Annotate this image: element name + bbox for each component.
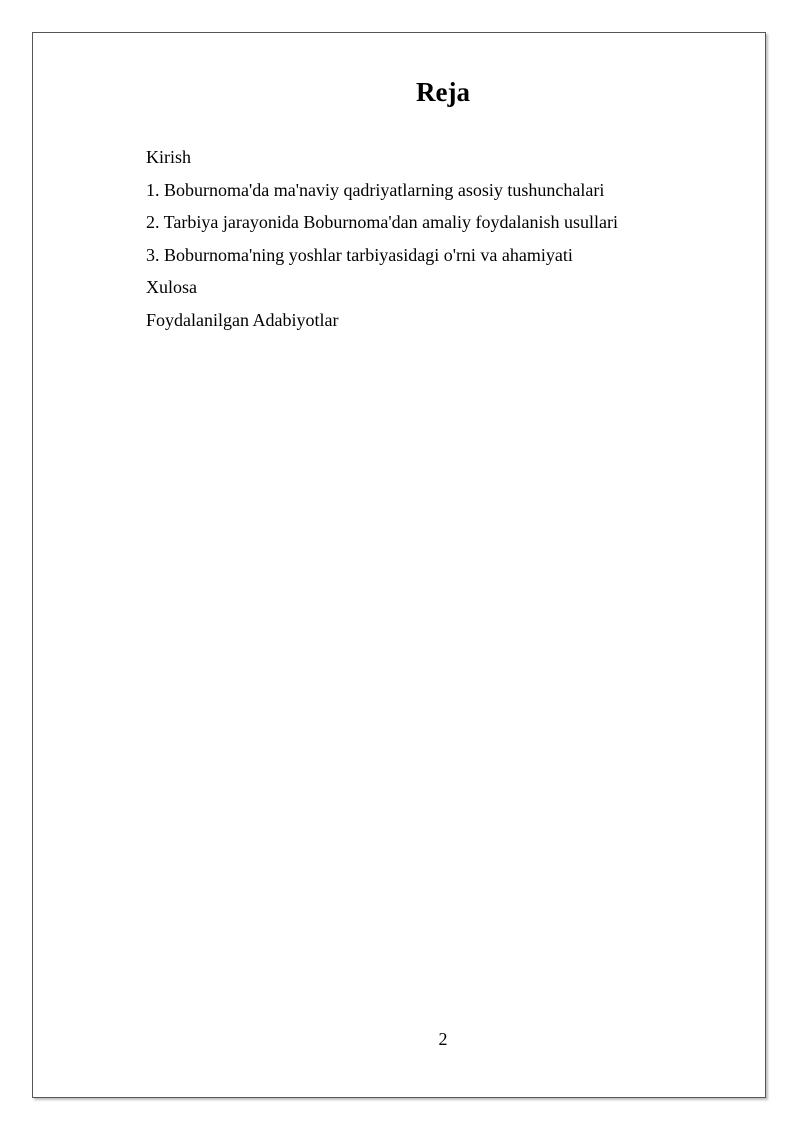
- toc-item-adabiyotlar: Foydalanilgan Adabiyotlar: [146, 309, 339, 330]
- toc-item-3: 3. Boburnoma'ning yoshlar tarbiyasidagi o'rni va ahamiyati: [146, 244, 573, 265]
- toc-item-1: 1. Boburnoma'da ma'naviy qadriyatlarning asosiy tushunchalari: [146, 179, 605, 200]
- document-page: [32, 32, 766, 1098]
- toc-item-2: 2. Tarbiya jarayonida Boburnoma'dan amaliy foydalanish usullari: [146, 212, 619, 233]
- page-title: Reja: [416, 77, 470, 107]
- page-number: 2: [438, 1029, 448, 1049]
- table-of-contents: [146, 145, 618, 341]
- toc-item-xulosa: Xulosa: [146, 277, 197, 298]
- toc-item-kirish: Kirish: [146, 147, 191, 167]
